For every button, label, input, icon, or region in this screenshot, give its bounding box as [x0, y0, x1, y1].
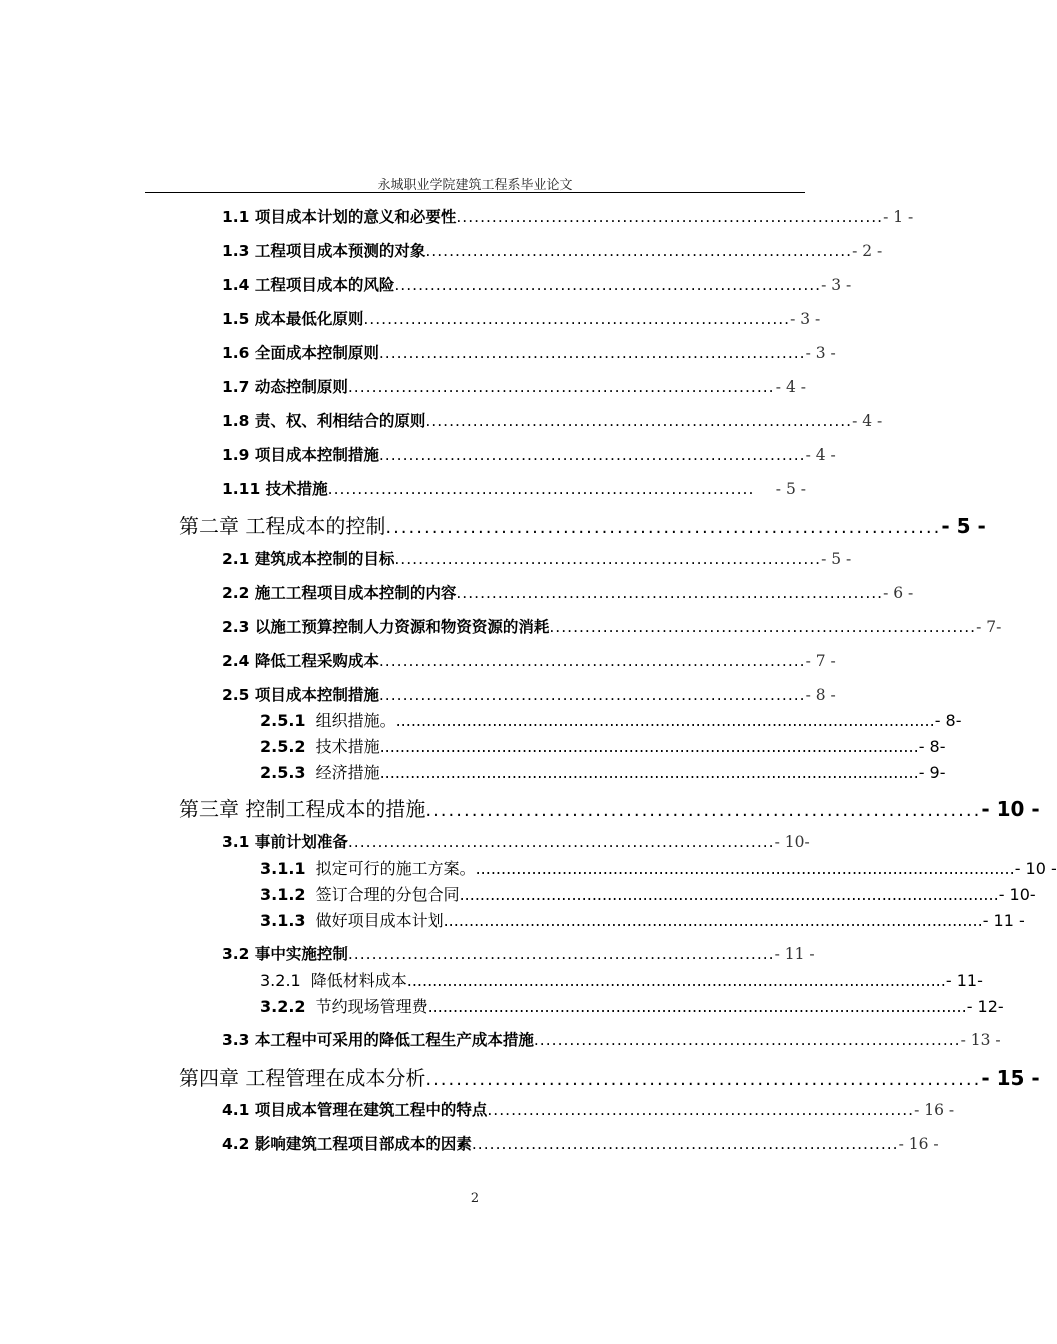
toc-entry[interactable]: 1.8 责、权、利相结合的原则 ........................................................................ - 4 - — [222, 412, 883, 430]
toc-entry[interactable]: 1.9 项目成本控制措施 ........................................................................ - 4 - — [222, 446, 836, 464]
leader-dots: ........................................................................ — [347, 378, 775, 396]
leader-dots: ........................................................................ — [378, 446, 806, 464]
leader-dots: ........................................................................ — [378, 652, 806, 670]
leader-dots: ........................................................................ — [363, 310, 791, 328]
leader-dots: .......................................................................................................... — [379, 737, 919, 756]
toc-entry[interactable]: 2.5 项目成本控制措施 ........................................................................ - 8 - — [222, 686, 836, 704]
toc-entry[interactable]: 1.1 项目成本计划的意义和必要性 ........................................................................ - 1 - — [222, 208, 914, 226]
leader-dots: ........................................................................ — [549, 618, 977, 636]
toc-subentry[interactable]: 3.1.3 做好项目成本计划 .......................................................................................................... - 11 - — [260, 911, 1025, 930]
toc-entry[interactable]: 2.2 施工工程项目成本控制的内容 ........................................................................ - 6 - — [222, 584, 914, 602]
leader-dots: ........................................................................ — [327, 480, 755, 498]
toc-entry[interactable]: 1.7 动态控制原则 ........................................................................ - 4 - — [222, 378, 806, 396]
toc-entry[interactable]: 2.3 以施工预算控制人力资源和物资资源的消耗 ........................................................................ - 7- — [222, 618, 1002, 636]
leader-dots: .......................................................................................................... — [427, 997, 967, 1016]
header-rule — [145, 192, 805, 193]
toc-subentry[interactable]: 3.2.2 节约现场管理费 .......................................................................................................... - 12- — [260, 997, 1004, 1016]
toc-entry[interactable]: 1.11 技术措施 ........................................................................ - 5 - — [222, 480, 806, 498]
leader-dots: ........................................................................ — [378, 344, 806, 362]
toc-entry[interactable]: 1.3 工程项目成本预测的对象 ........................................................................ - 2 - — [222, 242, 883, 260]
leader-dots: .......................................................................................................... — [406, 971, 946, 990]
leader-dots: ........................................................................ — [425, 1069, 982, 1090]
leader-dots: .......................................................................................................... — [395, 711, 935, 730]
toc-entry[interactable]: 3.2 事中实施控制 ........................................................................ - 11 - — [222, 945, 815, 963]
leader-dots: ........................................................................ — [394, 276, 822, 294]
leader-dots: ........................................................................ — [378, 686, 806, 704]
leader-dots: .......................................................................................................... — [379, 763, 919, 782]
toc-entry[interactable]: 4.2 影响建筑工程项目部成本的因素 ........................................................................ - 16 - — [222, 1135, 939, 1153]
leader-dots: ........................................................................ — [487, 1101, 915, 1119]
leader-dots: ........................................................................ — [456, 208, 884, 226]
toc-subentry[interactable]: 2.5.1 组织措施。 .......................................................................................................... - 8- — [260, 711, 962, 730]
leader-dots: ........................................................................ — [394, 550, 822, 568]
toc-chapter[interactable]: 第二章 工程成本的控制 ........................................................................ - 5 - — [179, 514, 986, 538]
leader-dots: ........................................................................ — [425, 412, 853, 430]
leader-dots: ........................................................................ — [425, 242, 853, 260]
leader-dots: ........................................................................ — [471, 1135, 899, 1153]
toc-chapter[interactable]: 第三章 控制工程成本的措施 ........................................................................ - 10 - — [179, 797, 1040, 821]
toc-subentry[interactable]: 2.5.3 经济措施 .......................................................................................................... - 9- — [260, 763, 946, 782]
toc-chapter[interactable]: 第四章 工程管理在成本分析 ........................................................................ - 15 - — [179, 1066, 1040, 1090]
toc-entry[interactable]: 4.1 项目成本管理在建筑工程中的特点 ........................................................................ - 16 - — [222, 1101, 955, 1119]
leader-dots: ........................................................................ — [385, 517, 942, 538]
toc-entry[interactable]: 3.3 本工程中可采用的降低工程生产成本措施 ........................................................................ - 13 - — [222, 1031, 1001, 1049]
running-header: 永城职业学院建筑工程系毕业论文 — [377, 178, 573, 193]
toc-subentry[interactable]: 3.1.1 拟定可行的施工方案。 .......................................................................................................... - 10 - — [260, 859, 1057, 878]
toc-subentry[interactable]: 2.5.2 技术措施 .......................................................................................................... - 8- — [260, 737, 946, 756]
page-number: 2 — [470, 1191, 480, 1206]
leader-dots: .......................................................................................................... — [443, 911, 983, 930]
toc-entry[interactable]: 2.4 降低工程采购成本 ........................................................................ - 7 - — [222, 652, 836, 670]
toc-entry[interactable]: 2.1 建筑成本控制的目标 ........................................................................ - 5 - — [222, 550, 852, 568]
toc-subentry[interactable]: 3.1.2 签订合理的分包合同 .......................................................................................................... - 10- — [260, 885, 1036, 904]
toc-entry[interactable]: 3.1 事前计划准备 ........................................................................ - 10- — [222, 833, 810, 851]
leader-dots: ........................................................................ — [533, 1031, 961, 1049]
leader-dots: .......................................................................................................... — [459, 885, 999, 904]
leader-dots: ........................................................................ — [347, 945, 775, 963]
toc-entry[interactable]: 1.6 全面成本控制原则 ........................................................................ - 3 - — [222, 344, 836, 362]
leader-dots: ........................................................................ — [456, 584, 884, 602]
leader-dots: ........................................................................ — [347, 833, 775, 851]
leader-dots: .......................................................................................................... — [475, 859, 1015, 878]
toc-subentry[interactable]: 3.2.1 降低材料成本 .......................................................................................................... - 11- — [260, 971, 983, 990]
toc-entry[interactable]: 1.4 工程项目成本的风险 ........................................................................ - 3 - — [222, 276, 852, 294]
leader-dots: ........................................................................ — [425, 800, 982, 821]
toc-entry[interactable]: 1.5 成本最低化原则 ........................................................................ - 3 - — [222, 310, 821, 328]
